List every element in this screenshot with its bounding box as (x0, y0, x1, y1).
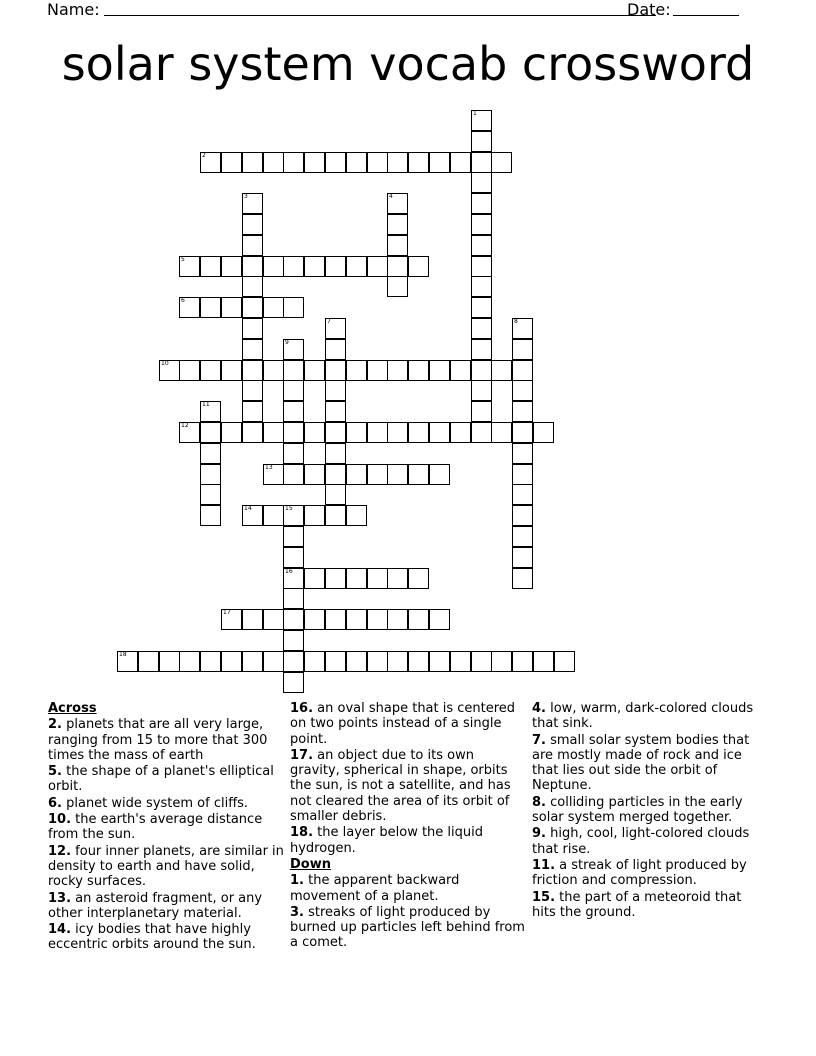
grid-cell[interactable] (387, 422, 408, 443)
grid-cell[interactable] (283, 526, 304, 547)
grid-cell[interactable] (387, 152, 408, 173)
grid-cell[interactable] (471, 172, 492, 193)
grid-cell[interactable] (283, 360, 304, 381)
grid-cell[interactable] (367, 152, 388, 173)
clue-number: 7. (532, 732, 546, 748)
clue-number: 14. (48, 922, 72, 938)
clue-number: 18. (290, 825, 314, 841)
grid-cell[interactable] (408, 422, 429, 443)
grid-cell[interactable] (471, 256, 492, 277)
across-clue (48, 796, 284, 811)
down-clue (532, 701, 764, 732)
down-clue (532, 826, 764, 857)
across-heading: Across (48, 701, 97, 716)
grid-cell[interactable] (283, 380, 304, 401)
grid-cell[interactable] (387, 193, 408, 214)
clue-number: 11 (202, 401, 210, 408)
grid-cell[interactable] (200, 464, 221, 485)
grid-cell[interactable] (242, 422, 263, 443)
down-clue-list (290, 873, 526, 950)
clue-number: 17 (223, 609, 231, 616)
grid-cell[interactable] (304, 609, 325, 630)
grid-cell[interactable] (325, 401, 346, 422)
clue-number: 1 (473, 110, 477, 117)
clue-text: colliding particles in the early solar system merged together. (532, 794, 743, 826)
clue-text: the part of a meteoroid that hits the ground. (532, 889, 742, 920)
grid-cell[interactable] (325, 484, 346, 505)
clue-text: an object due to its own gravity, spherical in shape, orbits the sun, is not a satellite, and has not cleared the area of its orbit of smaller debris. (290, 747, 511, 825)
across-clue-list-continued (290, 701, 526, 856)
grid-cell[interactable] (242, 235, 263, 256)
grid-cell[interactable] (450, 651, 471, 672)
across-clue (48, 922, 284, 953)
down-clue (532, 858, 764, 889)
clue-number: 13. (48, 890, 72, 906)
grid-cell[interactable] (200, 422, 221, 443)
grid-cell[interactable] (471, 152, 492, 173)
clue-number: 12. (48, 843, 72, 859)
grid-cell[interactable] (242, 214, 263, 235)
grid-cell[interactable] (304, 152, 325, 173)
clue-number: 9. (532, 826, 546, 842)
grid-cell[interactable] (533, 651, 554, 672)
grid-cell[interactable] (283, 152, 304, 173)
grid-cell[interactable] (471, 339, 492, 360)
grid-cell[interactable] (408, 568, 429, 589)
grid-cell[interactable] (263, 464, 284, 485)
grid-cell[interactable] (221, 360, 242, 381)
across-clue (48, 717, 284, 763)
across-clue (48, 764, 284, 795)
clue-number: 15. (532, 889, 556, 905)
grid-cell[interactable] (304, 360, 325, 381)
grid-cell[interactable] (512, 547, 533, 568)
grid-cell[interactable] (304, 505, 325, 526)
grid-cell[interactable] (283, 443, 304, 464)
across-clue (290, 701, 526, 747)
clue-number: 7 (327, 318, 331, 325)
grid-cell[interactable] (325, 380, 346, 401)
grid-cell[interactable] (408, 152, 429, 173)
grid-cell[interactable] (325, 339, 346, 360)
grid-cell[interactable] (471, 276, 492, 297)
grid-cell[interactable] (387, 360, 408, 381)
grid-cell[interactable] (450, 422, 471, 443)
grid-cell[interactable] (200, 152, 221, 173)
grid-cell[interactable] (179, 256, 200, 277)
grid-cell[interactable] (408, 651, 429, 672)
clue-number: 4. (532, 701, 546, 716)
clue-text: planet wide system of cliffs. (61, 795, 249, 811)
clue-number: 15 (285, 505, 293, 512)
grid-cell[interactable] (200, 297, 221, 318)
down-heading: Down (290, 856, 331, 872)
grid-cell[interactable] (512, 422, 533, 443)
grid-cell[interactable] (283, 547, 304, 568)
clue-number: 17. (290, 747, 314, 763)
grid-cell[interactable] (491, 360, 512, 381)
clue-number: 8. (532, 794, 546, 810)
grid-cell[interactable] (179, 422, 200, 443)
grid-cell[interactable] (325, 360, 346, 381)
grid-cell[interactable] (283, 256, 304, 277)
across-clue (290, 825, 526, 856)
grid-cell[interactable] (450, 360, 471, 381)
grid-cell[interactable] (554, 651, 575, 672)
grid-cell[interactable] (221, 609, 242, 630)
clues-column-3 (532, 701, 764, 921)
clue-number: 4 (389, 193, 393, 200)
clue-number: 11. (532, 857, 556, 873)
grid-cell[interactable] (471, 401, 492, 422)
grid-cell[interactable] (263, 360, 284, 381)
grid-cell[interactable] (408, 609, 429, 630)
clue-number: 18 (119, 651, 127, 658)
grid-cell[interactable] (325, 609, 346, 630)
grid-cell[interactable] (283, 651, 304, 672)
grid-cell[interactable] (512, 401, 533, 422)
grid-cell[interactable] (242, 401, 263, 422)
grid-cell[interactable] (429, 609, 450, 630)
grid-cell[interactable] (387, 464, 408, 485)
grid-cell[interactable] (471, 110, 492, 131)
grid-cell[interactable] (429, 152, 450, 173)
grid-cell[interactable] (263, 256, 284, 277)
grid-cell[interactable] (491, 422, 512, 443)
grid-cell[interactable] (263, 651, 284, 672)
clue-number: 9 (285, 339, 289, 346)
grid-cell[interactable] (325, 318, 346, 339)
grid-cell[interactable] (512, 318, 533, 339)
grid-cell[interactable] (159, 651, 180, 672)
grid-cell[interactable] (346, 568, 367, 589)
grid-cell[interactable] (283, 609, 304, 630)
across-clue (48, 812, 284, 843)
date-label: Date: (627, 0, 671, 19)
grid-cell[interactable] (304, 568, 325, 589)
clue-text: a streak of light produced by friction and compression. (532, 857, 747, 889)
grid-cell[interactable] (325, 651, 346, 672)
grid-cell[interactable] (200, 401, 221, 422)
grid-cell[interactable] (242, 193, 263, 214)
grid-cell[interactable] (408, 360, 429, 381)
across-clue-list (48, 717, 284, 952)
grid-cell[interactable] (325, 568, 346, 589)
down-clue (290, 873, 526, 904)
grid-cell[interactable] (200, 443, 221, 464)
grid-cell[interactable] (325, 464, 346, 485)
clue-number: 8 (514, 318, 518, 325)
grid-cell[interactable] (387, 256, 408, 277)
down-clue (532, 890, 764, 921)
grid-cell[interactable] (491, 152, 512, 173)
grid-cell[interactable] (346, 651, 367, 672)
grid-cell[interactable] (242, 609, 263, 630)
grid-cell[interactable] (138, 651, 159, 672)
grid-cell[interactable] (325, 422, 346, 443)
grid-cell[interactable] (283, 297, 304, 318)
grid-cell[interactable] (179, 651, 200, 672)
grid-cell[interactable] (325, 256, 346, 277)
grid-cell[interactable] (367, 256, 388, 277)
grid-cell[interactable] (512, 651, 533, 672)
clue-text: icy bodies that have highly eccentric orbits around the sun. (48, 922, 256, 953)
grid-cell[interactable] (512, 443, 533, 464)
grid-cell[interactable] (117, 651, 138, 672)
grid-cell[interactable] (263, 609, 284, 630)
grid-cell[interactable] (471, 360, 492, 381)
grid-cell[interactable] (512, 505, 533, 526)
grid-cell[interactable] (512, 339, 533, 360)
clue-text: an asteroid fragment, or any other interplanetary material. (48, 890, 263, 921)
grid-cell[interactable] (512, 360, 533, 381)
grid-cell[interactable] (387, 651, 408, 672)
grid-cell[interactable] (263, 297, 284, 318)
grid-cell[interactable] (283, 464, 304, 485)
clue-number: 1. (290, 873, 304, 889)
grid-cell[interactable] (283, 568, 304, 589)
grid-cell[interactable] (179, 297, 200, 318)
grid-cell[interactable] (367, 651, 388, 672)
grid-cell[interactable] (200, 505, 221, 526)
grid-cell[interactable] (387, 276, 408, 297)
down-clue (532, 795, 764, 826)
clue-number: 16. (290, 701, 314, 716)
grid-cell[interactable] (263, 505, 284, 526)
clues-column-2 (290, 701, 526, 952)
page-title: solar system vocab crossword (61, 37, 755, 91)
grid-cell[interactable] (304, 651, 325, 672)
down-clue (290, 905, 526, 951)
clue-number: 10. (48, 812, 72, 828)
grid-cell[interactable] (346, 422, 367, 443)
grid-cell[interactable] (283, 422, 304, 443)
grid-cell[interactable] (471, 131, 492, 152)
grid-cell[interactable] (221, 297, 242, 318)
grid-cell[interactable] (200, 484, 221, 505)
grid-cell[interactable] (242, 318, 263, 339)
grid-cell[interactable] (242, 360, 263, 381)
clue-text: the apparent backward movement of a planet. (290, 873, 460, 904)
down-clue (532, 733, 764, 794)
grid-cell[interactable] (221, 651, 242, 672)
clue-text: an oval shape that is centered on two points instead of a single point. (290, 701, 516, 747)
grid-cell[interactable] (304, 464, 325, 485)
clue-number: 6 (181, 297, 185, 304)
grid-cell[interactable] (408, 256, 429, 277)
grid-cell[interactable] (304, 422, 325, 443)
grid-cell[interactable] (242, 297, 263, 318)
grid-cell[interactable] (346, 464, 367, 485)
grid-cell[interactable] (242, 152, 263, 173)
grid-cell[interactable] (471, 214, 492, 235)
grid-cell[interactable] (242, 505, 263, 526)
clue-text: streaks of light produced by burned up particles left behind from a comet. (290, 904, 525, 951)
grid-cell[interactable] (429, 360, 450, 381)
grid-cell[interactable] (367, 568, 388, 589)
grid-cell[interactable] (159, 360, 180, 381)
grid-cell[interactable] (471, 651, 492, 672)
across-clue (48, 844, 284, 890)
grid-cell[interactable] (367, 609, 388, 630)
clue-number: 2 (202, 152, 206, 159)
grid-cell[interactable] (242, 651, 263, 672)
clue-text: low, warm, dark-colored clouds that sink. (532, 701, 754, 732)
clue-number: 3. (290, 904, 304, 920)
grid-cell[interactable] (346, 609, 367, 630)
grid-cell[interactable] (471, 380, 492, 401)
grid-cell[interactable] (221, 422, 242, 443)
grid-cell[interactable] (533, 422, 554, 443)
grid-cell[interactable] (512, 568, 533, 589)
grid-cell[interactable] (346, 152, 367, 173)
clue-text: the earth's average distance from the sun. (48, 812, 263, 843)
grid-cell[interactable] (471, 318, 492, 339)
grid-cell[interactable] (346, 505, 367, 526)
grid-cell[interactable] (179, 360, 200, 381)
grid-cell[interactable] (512, 380, 533, 401)
grid-cell[interactable] (283, 505, 304, 526)
grid-cell[interactable] (346, 256, 367, 277)
clue-number: 5 (181, 256, 185, 263)
grid-cell[interactable] (471, 235, 492, 256)
clue-number: 13 (265, 464, 273, 471)
grid-cell[interactable] (429, 651, 450, 672)
clue-text: planets that are all very large, ranging from 15 to more that 300 times the mass of earth (48, 717, 268, 763)
grid-cell[interactable] (325, 443, 346, 464)
clue-text: four inner planets, are similar in density to earth and have solid, rocky surfaces. (48, 843, 284, 890)
clues-column-1 (48, 701, 284, 954)
grid-cell[interactable] (325, 152, 346, 173)
grid-cell[interactable] (221, 256, 242, 277)
grid-cell[interactable] (242, 276, 263, 297)
clue-number: 5. (48, 764, 62, 780)
grid-cell[interactable] (450, 152, 471, 173)
grid-cell[interactable] (408, 464, 429, 485)
grid-cell[interactable] (242, 256, 263, 277)
clue-text: the shape of a planet's elliptical orbit. (48, 764, 274, 795)
clue-text: small solar system bodies that are mostly made of rock and ice that lies out side the orbit of Neptune. (532, 732, 750, 794)
grid-cell[interactable] (471, 422, 492, 443)
grid-cell[interactable] (200, 360, 221, 381)
grid-cell[interactable] (346, 360, 367, 381)
grid-cell[interactable] (387, 214, 408, 235)
grid-cell[interactable] (283, 630, 304, 651)
grid-cell[interactable] (387, 609, 408, 630)
grid-cell[interactable] (367, 464, 388, 485)
grid-cell[interactable] (429, 422, 450, 443)
down-clue-list-continued (532, 701, 764, 920)
clue-number: 6. (48, 795, 62, 811)
clue-number: 10 (161, 360, 169, 367)
clue-number: 12 (181, 422, 189, 429)
grid-cell[interactable] (387, 235, 408, 256)
grid-cell[interactable] (263, 422, 284, 443)
clue-text: the layer below the liquid hydrogen. (290, 825, 484, 856)
grid-cell[interactable] (367, 422, 388, 443)
clue-text: high, cool, light-colored clouds that rise. (532, 826, 750, 857)
grid-cell[interactable] (325, 505, 346, 526)
grid-cell[interactable] (242, 380, 263, 401)
grid-cell[interactable] (491, 651, 512, 672)
clue-number: 14 (244, 505, 252, 512)
grid-cell[interactable] (283, 588, 304, 609)
grid-cell[interactable] (512, 526, 533, 547)
grid-cell[interactable] (304, 256, 325, 277)
grid-cell[interactable] (471, 193, 492, 214)
grid-cell[interactable] (242, 339, 263, 360)
grid-cell[interactable] (367, 360, 388, 381)
grid-cell[interactable] (283, 339, 304, 360)
grid-cell[interactable] (429, 464, 450, 485)
grid-cell[interactable] (221, 152, 242, 173)
grid-cell[interactable] (283, 672, 304, 693)
grid-cell[interactable] (200, 651, 221, 672)
grid-cell[interactable] (387, 568, 408, 589)
across-clue (290, 748, 526, 824)
name-label: Name: (47, 0, 100, 19)
across-clue (48, 891, 284, 922)
grid-cell[interactable] (283, 401, 304, 422)
grid-cell[interactable] (263, 152, 284, 173)
clue-number: 2. (48, 717, 62, 733)
grid-cell[interactable] (512, 464, 533, 485)
clue-number: 16 (285, 568, 293, 575)
grid-cell[interactable] (471, 297, 492, 318)
grid-cell[interactable] (512, 484, 533, 505)
grid-cell[interactable] (200, 256, 221, 277)
clue-number: 3 (244, 193, 248, 200)
